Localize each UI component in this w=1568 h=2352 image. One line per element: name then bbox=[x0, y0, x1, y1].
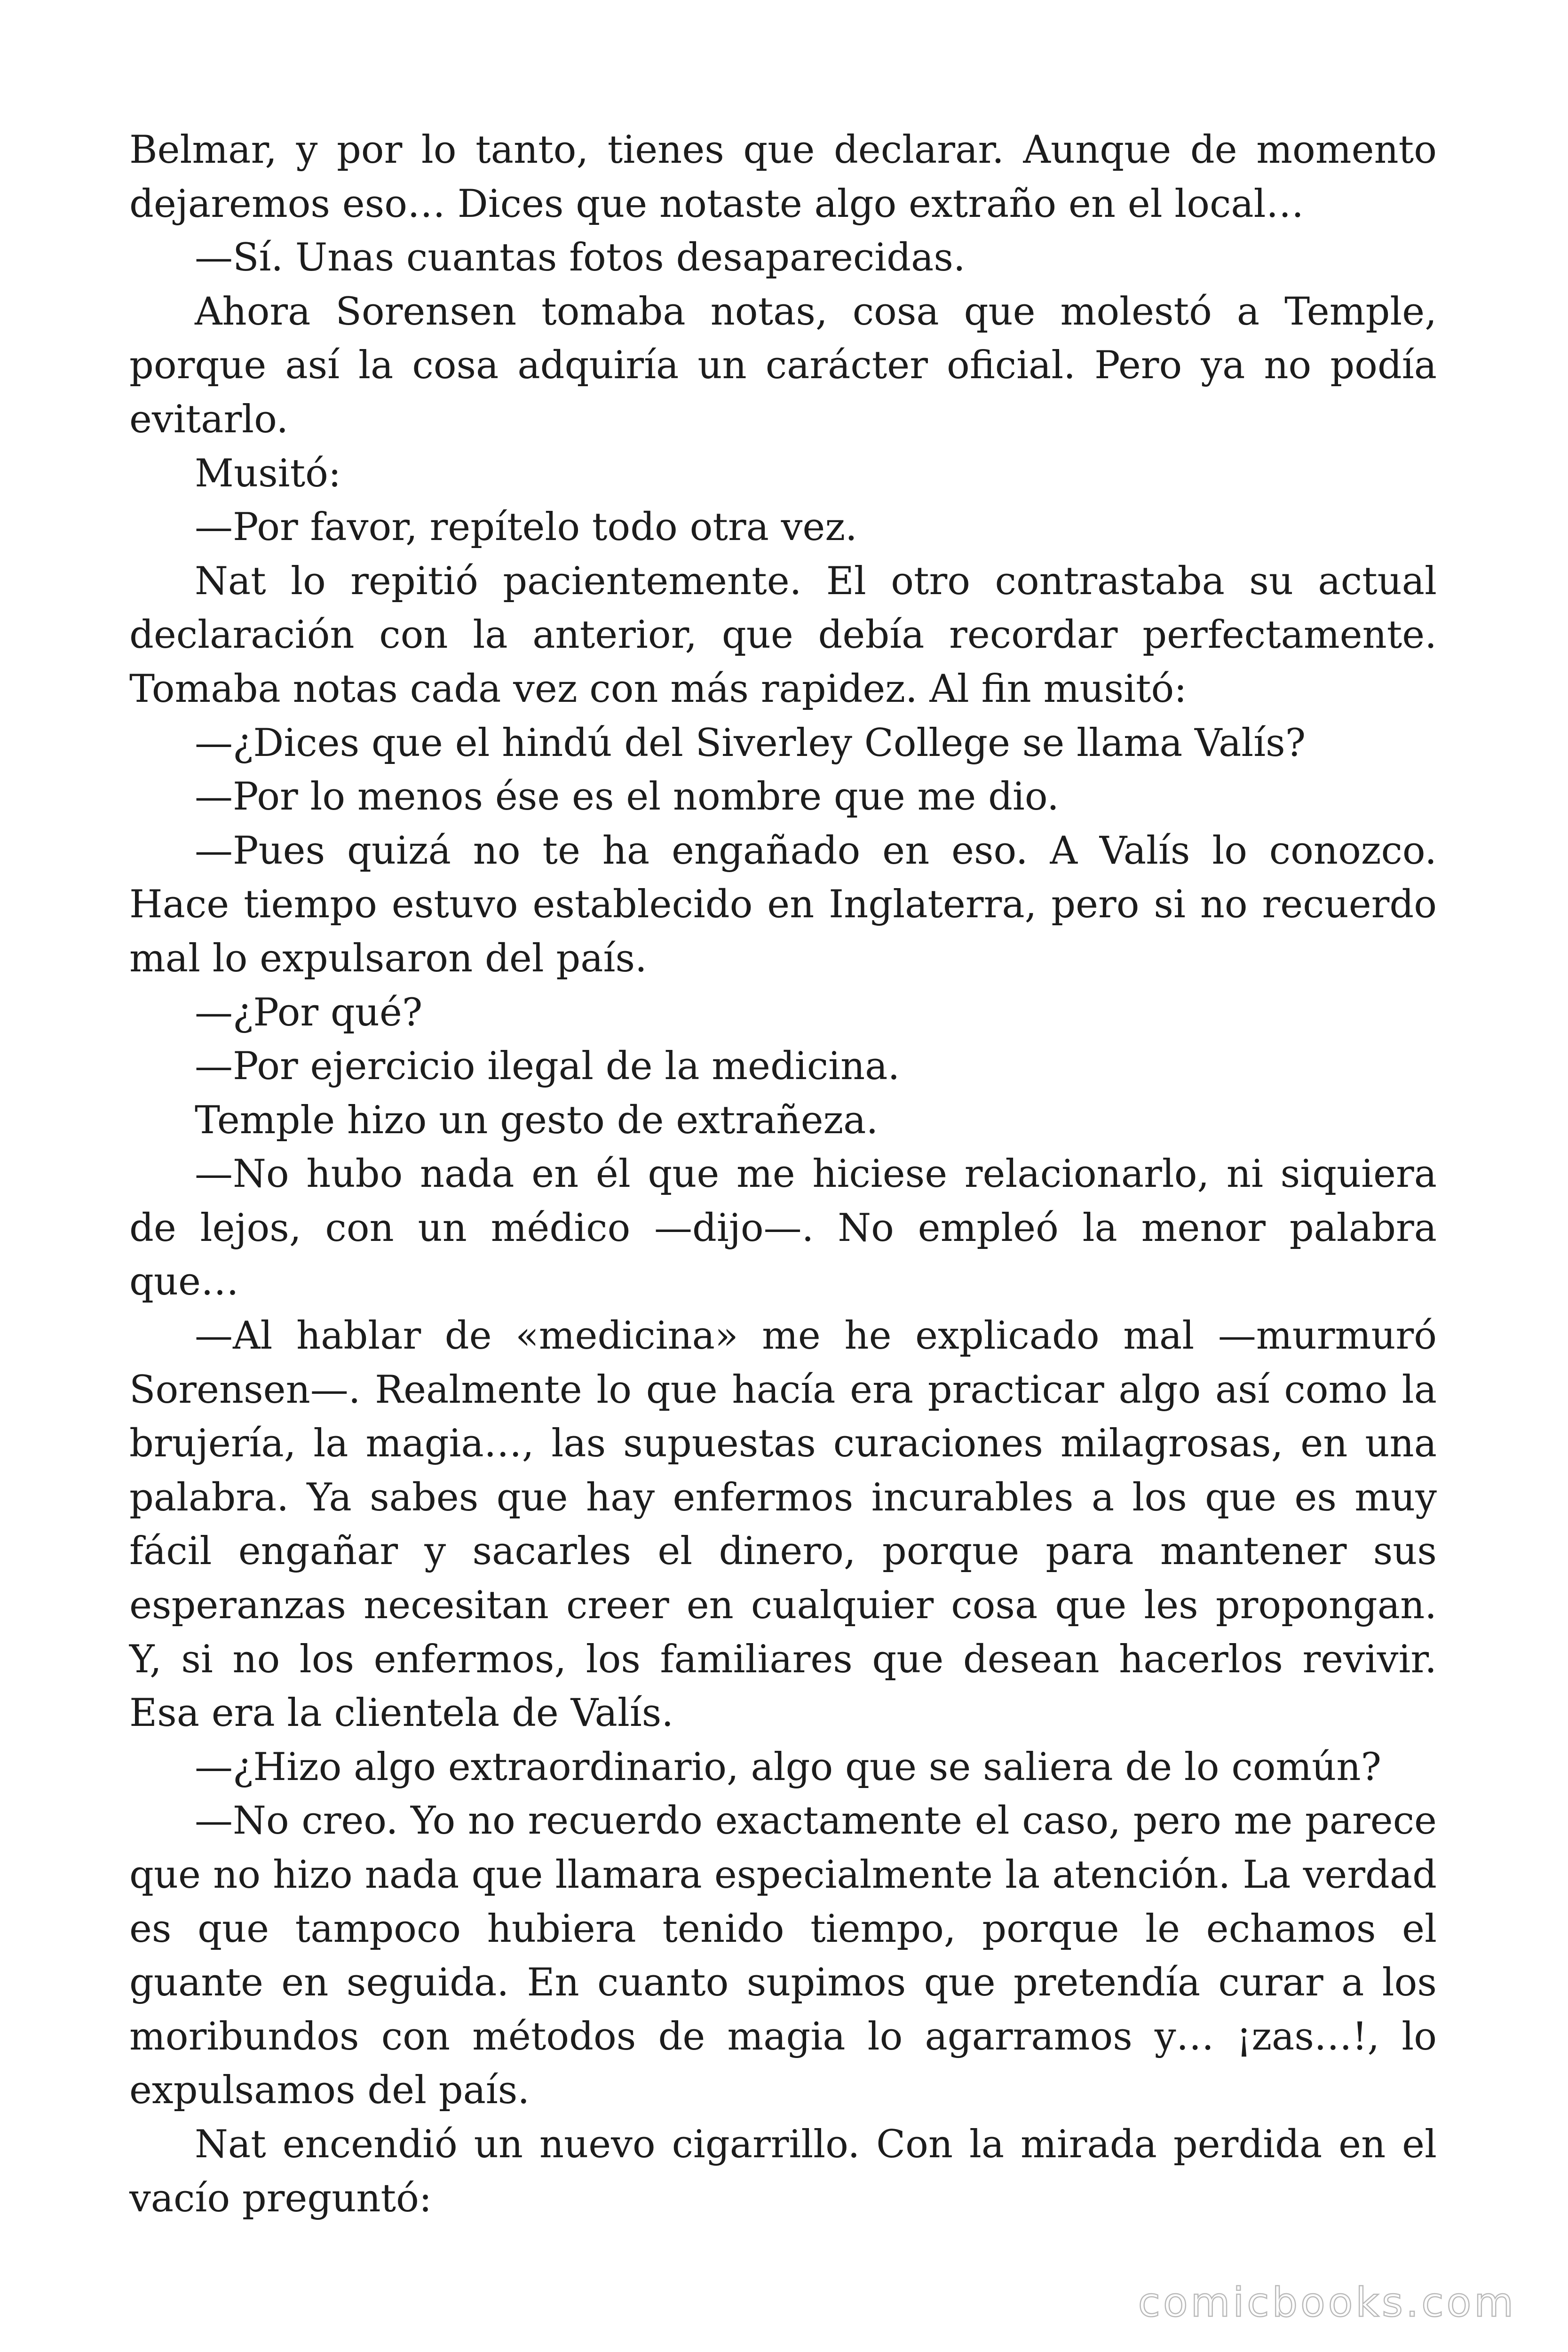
paragraph-1: Belmar, y por lo tanto, tienes que declarar. Aunque de momento dejaremos eso… Dices que notaste algo extraño en el local… bbox=[129, 128, 1437, 226]
paragraph-14: —Al hablar de «medicina» me he explicado mal —murmuró Sorensen—. Realmente lo que hacía era practicar algo así como la brujería, la magia…, las supuestas curaciones milagrosas, en una palabra. Ya sabes que hay enfermos incurables a los que es muy fácil engañar y sacarles el dinero, porque para mantener sus esperanzas necesitan creer en cualquier cosa que les propongan. Y, si no los enfermos, los familiares que desean hacerlos revivir. Esa era la clientela de Valís. bbox=[129, 1314, 1437, 1736]
paragraph-7: —¿Dices que el hindú del Siverley College se llama Valís? bbox=[195, 721, 1306, 765]
paragraph-10: —¿Por qué? bbox=[195, 990, 423, 1035]
paragraph-17: Nat encendió un nuevo cigarrillo. Con la mirada perdida en el vacío preguntó: bbox=[129, 2122, 1437, 2221]
paragraph-6: Nat lo repitió pacientemente. El otro contrastaba su actual declaración con la anterior, que debía recordar perfectamente. Tomaba notas cada vez con más rapidez. Al fin musitó: bbox=[129, 559, 1437, 711]
paragraph-2: —Sí. Unas cuantas fotos desaparecidas. bbox=[195, 236, 966, 280]
paragraph-4: Musitó: bbox=[195, 451, 341, 496]
paragraph-5: —Por favor, repítelo todo otra vez. bbox=[195, 505, 857, 550]
paragraph-11: —Por ejercicio ilegal de la medicina. bbox=[195, 1044, 900, 1089]
paragraph-13: —No hubo nada en él que me hiciese relacionarlo, ni siquiera de lejos, con un médico —dijo—. No empleó la menor palabra que… bbox=[129, 1152, 1437, 1304]
paragraph-3: Ahora Sorensen tomaba notas, cosa que molestó a Temple, porque así la cosa adquiría un carácter oficial. Pero ya no podía evitarlo. bbox=[129, 289, 1437, 442]
paragraph-15: —¿Hizo algo extraordinario, algo que se saliera de lo común? bbox=[195, 1745, 1382, 1789]
site-watermark: comicbooks.com bbox=[1138, 2279, 1516, 2326]
paragraph-12: Temple hizo un gesto de extrañeza. bbox=[195, 1098, 879, 1143]
paragraph-9: —Pues quizá no te ha engañado en eso. A Valís lo conozco. Hace tiempo estuvo establecido en Inglaterra, pero si no recuerdo mal lo expulsaron del país. bbox=[129, 828, 1437, 981]
paragraph-16: —No creo. Yo no recuerdo exactamente el caso, pero me parece que no hizo nada que llamara especialmente la atención. La verdad es que tampoco hubiera tenido tiempo, porque le echamos el guante en seguida. En cuanto supimos que pretendía curar a los moribundos con métodos de magia lo agarramos y… ¡zas…!, lo expulsamos del país. bbox=[129, 1799, 1437, 2113]
paragraph-8: —Por lo menos ése es el nombre que me dio. bbox=[195, 775, 1059, 819]
page-body-text bbox=[129, 123, 1437, 2225]
